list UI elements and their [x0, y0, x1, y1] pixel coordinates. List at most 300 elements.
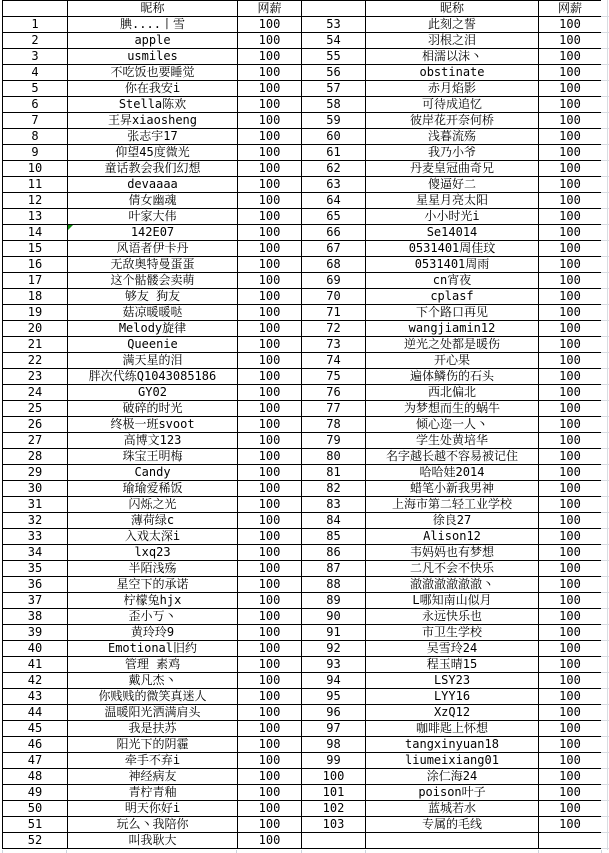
salary-cell[interactable]: 100 [539, 545, 602, 561]
nickname-cell[interactable]: 张志宇17 [68, 129, 238, 145]
nickname-cell[interactable]: 薄荷绿c [68, 513, 238, 529]
nickname-cell[interactable]: 终极一班svoot [68, 417, 238, 433]
nickname-cell[interactable]: 浅暮流殇 [366, 129, 539, 145]
nickname-cell[interactable]: 名字越长越不容易被记住 [366, 449, 539, 465]
nickname-cell[interactable]: 上海市第二轻工业学校 [366, 497, 539, 513]
salary-cell[interactable]: 100 [539, 337, 602, 353]
salary-cell[interactable]: 100 [539, 353, 602, 369]
header-nickname-cell[interactable]: 昵称 [68, 1, 238, 17]
nickname-cell[interactable]: obstinate [366, 65, 539, 81]
row-number-cell[interactable]: 48 [3, 769, 68, 785]
row-number-cell[interactable]: 94 [302, 673, 366, 689]
nickname-cell[interactable]: poison叶子 [366, 785, 539, 801]
nickname-cell[interactable]: 142E07 [68, 225, 238, 241]
salary-cell[interactable]: 100 [238, 545, 302, 561]
row-number-cell[interactable]: 97 [302, 721, 366, 737]
row-number-cell[interactable]: 101 [302, 785, 366, 801]
row-number-cell[interactable]: 19 [3, 305, 68, 321]
nickname-cell[interactable]: 0531401周佳玟 [366, 241, 539, 257]
row-number-cell[interactable]: 89 [302, 593, 366, 609]
salary-cell[interactable]: 100 [539, 225, 602, 241]
salary-cell[interactable]: 100 [539, 561, 602, 577]
row-number-cell[interactable]: 95 [302, 689, 366, 705]
row-number-cell[interactable]: 74 [302, 353, 366, 369]
row-number-cell[interactable]: 56 [302, 65, 366, 81]
salary-cell[interactable]: 100 [238, 241, 302, 257]
salary-cell[interactable]: 100 [238, 513, 302, 529]
salary-cell[interactable]: 100 [238, 561, 302, 577]
salary-cell[interactable]: 100 [238, 449, 302, 465]
row-number-cell[interactable]: 24 [3, 385, 68, 401]
salary-cell[interactable]: 100 [238, 321, 302, 337]
salary-cell[interactable]: 100 [539, 289, 602, 305]
salary-cell[interactable]: 100 [238, 65, 302, 81]
row-number-cell[interactable]: 100 [302, 769, 366, 785]
salary-cell[interactable]: 100 [238, 17, 302, 33]
header-salary-cell[interactable]: 网薪 [539, 1, 602, 17]
row-number-cell[interactable]: 76 [302, 385, 366, 401]
salary-cell[interactable]: 100 [238, 417, 302, 433]
salary-cell[interactable]: 100 [539, 577, 602, 593]
salary-cell[interactable]: 100 [539, 785, 602, 801]
salary-cell[interactable]: 100 [539, 129, 602, 145]
nickname-cell[interactable]: Emotional旧约 [68, 641, 238, 657]
salary-cell[interactable]: 100 [539, 609, 602, 625]
row-number-cell[interactable]: 28 [3, 449, 68, 465]
salary-cell[interactable]: 100 [539, 801, 602, 817]
row-number-cell[interactable]: 18 [3, 289, 68, 305]
nickname-cell[interactable]: 韦妈妈也有梦想 [366, 545, 539, 561]
row-number-cell[interactable]: 68 [302, 257, 366, 273]
row-number-cell[interactable]: 16 [3, 257, 68, 273]
row-number-cell[interactable]: 53 [302, 17, 366, 33]
row-number-cell[interactable]: 60 [302, 129, 366, 145]
row-number-cell[interactable]: 103 [302, 817, 366, 833]
nickname-cell[interactable]: 吴雪玲24 [366, 641, 539, 657]
nickname-cell[interactable]: Se14014 [366, 225, 539, 241]
nickname-cell[interactable]: 明天你好i [68, 801, 238, 817]
row-number-cell[interactable]: 98 [302, 737, 366, 753]
nickname-cell[interactable]: 戴凡杰丶 [68, 673, 238, 689]
row-number-cell[interactable]: 2 [3, 33, 68, 49]
salary-cell[interactable]: 100 [539, 497, 602, 513]
nickname-cell[interactable]: 赤月焰影 [366, 81, 539, 97]
row-number-cell[interactable]: 26 [3, 417, 68, 433]
salary-cell[interactable]: 100 [539, 449, 602, 465]
salary-cell[interactable]: 100 [238, 305, 302, 321]
row-number-cell[interactable]: 12 [3, 193, 68, 209]
salary-cell[interactable]: 100 [539, 721, 602, 737]
row-number-cell[interactable]: 63 [302, 177, 366, 193]
salary-cell[interactable]: 100 [539, 81, 602, 97]
row-number-cell[interactable]: 30 [3, 481, 68, 497]
nickname-cell[interactable]: 蜡笔小新我男神 [366, 481, 539, 497]
row-number-cell[interactable]: 88 [302, 577, 366, 593]
salary-cell[interactable]: 100 [238, 737, 302, 753]
nickname-cell[interactable]: tangxinyuan18 [366, 737, 539, 753]
salary-cell[interactable]: 100 [539, 145, 602, 161]
row-number-cell[interactable]: 11 [3, 177, 68, 193]
row-number-cell[interactable]: 84 [302, 513, 366, 529]
row-number-cell[interactable]: 43 [3, 689, 68, 705]
nickname-cell[interactable]: 够友 狗友 [68, 289, 238, 305]
nickname-cell[interactable]: 你在我安i [68, 81, 238, 97]
salary-cell[interactable]: 100 [238, 33, 302, 49]
salary-cell[interactable]: 100 [238, 785, 302, 801]
salary-cell[interactable]: 100 [238, 641, 302, 657]
row-number-cell[interactable]: 73 [302, 337, 366, 353]
nickname-cell[interactable]: 温暖阳光洒满肩头 [68, 705, 238, 721]
row-number-cell[interactable]: 4 [3, 65, 68, 81]
row-number-cell[interactable]: 17 [3, 273, 68, 289]
row-number-cell[interactable]: 20 [3, 321, 68, 337]
salary-cell[interactable]: 100 [238, 705, 302, 721]
nickname-cell[interactable]: 高博文123 [68, 433, 238, 449]
salary-cell[interactable]: 100 [539, 241, 602, 257]
salary-cell[interactable]: 100 [539, 17, 602, 33]
salary-cell[interactable]: 100 [238, 577, 302, 593]
row-number-cell[interactable]: 91 [302, 625, 366, 641]
nickname-cell[interactable]: 腆....丨雪 [68, 17, 238, 33]
salary-cell[interactable]: 100 [539, 593, 602, 609]
salary-cell[interactable]: 100 [539, 113, 602, 129]
salary-cell[interactable]: 100 [238, 209, 302, 225]
salary-cell[interactable]: 100 [238, 529, 302, 545]
nickname-cell[interactable]: XzQ12 [366, 705, 539, 721]
salary-cell[interactable]: 100 [539, 65, 602, 81]
nickname-cell[interactable]: Stella陈欢 [68, 97, 238, 113]
row-number-cell[interactable]: 22 [3, 353, 68, 369]
nickname-cell[interactable]: 市卫生学校 [366, 625, 539, 641]
salary-cell[interactable]: 100 [238, 769, 302, 785]
row-number-cell[interactable]: 87 [302, 561, 366, 577]
row-number-cell[interactable]: 7 [3, 113, 68, 129]
salary-cell[interactable]: 100 [539, 305, 602, 321]
salary-cell[interactable]: 100 [539, 209, 602, 225]
row-number-cell[interactable]: 14 [3, 225, 68, 241]
nickname-cell[interactable]: Alison12 [366, 529, 539, 545]
nickname-cell[interactable]: 丹麦皇冠曲奇兄 [366, 161, 539, 177]
header-salary-cell[interactable]: 网薪 [238, 1, 302, 17]
row-number-cell[interactable]: 86 [302, 545, 366, 561]
salary-cell[interactable]: 100 [539, 641, 602, 657]
row-number-cell[interactable]: 69 [302, 273, 366, 289]
row-number-cell[interactable]: 1 [3, 17, 68, 33]
nickname-cell[interactable]: 徐良27 [366, 513, 539, 529]
salary-cell[interactable]: 100 [539, 753, 602, 769]
row-number-cell[interactable]: 66 [302, 225, 366, 241]
nickname-cell[interactable]: 珠宝王明梅 [68, 449, 238, 465]
row-number-cell[interactable]: 13 [3, 209, 68, 225]
nickname-cell[interactable]: 学生处黄培华 [366, 433, 539, 449]
row-number-cell[interactable]: 27 [3, 433, 68, 449]
row-number-cell[interactable]: 75 [302, 369, 366, 385]
salary-cell[interactable]: 100 [238, 801, 302, 817]
row-number-cell[interactable]: 65 [302, 209, 366, 225]
salary-cell[interactable]: 100 [238, 465, 302, 481]
row-number-cell[interactable]: 38 [3, 609, 68, 625]
salary-cell[interactable]: 100 [539, 673, 602, 689]
row-number-cell[interactable]: 9 [3, 145, 68, 161]
nickname-cell[interactable]: 我是扶苏 [68, 721, 238, 737]
row-number-cell[interactable]: 6 [3, 97, 68, 113]
nickname-cell[interactable]: 涂仁海24 [366, 769, 539, 785]
row-number-cell[interactable]: 81 [302, 465, 366, 481]
salary-cell[interactable]: 100 [539, 433, 602, 449]
row-number-cell[interactable]: 8 [3, 129, 68, 145]
row-number-cell[interactable]: 96 [302, 705, 366, 721]
salary-cell[interactable]: 100 [238, 369, 302, 385]
header-number-cell[interactable] [302, 1, 366, 17]
row-number-cell[interactable]: 90 [302, 609, 366, 625]
row-number-cell[interactable]: 83 [302, 497, 366, 513]
row-number-cell[interactable]: 32 [3, 513, 68, 529]
nickname-cell[interactable]: 澈澈澈澈澈澈丶 [366, 577, 539, 593]
nickname-cell[interactable]: 闪烁之光 [68, 497, 238, 513]
row-number-cell[interactable]: 36 [3, 577, 68, 593]
salary-cell[interactable]: 100 [238, 97, 302, 113]
row-number-cell[interactable]: 99 [302, 753, 366, 769]
nickname-cell[interactable]: 菇凉暖暖哒 [68, 305, 238, 321]
row-number-cell[interactable]: 42 [3, 673, 68, 689]
row-number-cell[interactable]: 46 [3, 737, 68, 753]
row-number-cell[interactable]: 59 [302, 113, 366, 129]
nickname-cell[interactable]: L哪知南山似月 [366, 593, 539, 609]
row-number-cell[interactable]: 92 [302, 641, 366, 657]
row-number-cell[interactable]: 64 [302, 193, 366, 209]
nickname-cell[interactable]: 下个路口再见 [366, 305, 539, 321]
row-number-cell[interactable]: 78 [302, 417, 366, 433]
salary-cell[interactable]: 100 [238, 289, 302, 305]
row-number-cell[interactable]: 51 [3, 817, 68, 833]
nickname-cell[interactable]: 青柠青釉 [68, 785, 238, 801]
nickname-cell[interactable]: 仰望45度微光 [68, 145, 238, 161]
row-number-cell[interactable]: 54 [302, 33, 366, 49]
salary-cell[interactable]: 100 [539, 657, 602, 673]
salary-cell[interactable]: 100 [539, 513, 602, 529]
header-number-cell[interactable] [3, 1, 68, 17]
nickname-cell[interactable]: 叫我耿大 [68, 833, 238, 849]
nickname-cell[interactable]: 瑜瑜爱稀饭 [68, 481, 238, 497]
row-number-cell[interactable]: 102 [302, 801, 366, 817]
salary-cell[interactable]: 100 [238, 49, 302, 65]
salary-cell[interactable]: 100 [238, 401, 302, 417]
nickname-cell[interactable]: 牵手不弃i [68, 753, 238, 769]
nickname-cell[interactable]: 满天星的泪 [68, 353, 238, 369]
salary-cell[interactable]: 100 [539, 529, 602, 545]
nickname-cell[interactable]: liumeixiang01 [366, 753, 539, 769]
salary-cell[interactable]: 100 [539, 465, 602, 481]
salary-cell[interactable]: 100 [539, 817, 602, 833]
row-number-cell[interactable]: 52 [3, 833, 68, 849]
row-number-cell[interactable]: 47 [3, 753, 68, 769]
row-number-cell[interactable]: 50 [3, 801, 68, 817]
salary-cell[interactable]: 100 [238, 193, 302, 209]
nickname-cell[interactable]: Melody旋律 [68, 321, 238, 337]
nickname-cell[interactable]: 风语者伊卡丹 [68, 241, 238, 257]
row-number-cell[interactable]: 34 [3, 545, 68, 561]
row-number-cell[interactable]: 80 [302, 449, 366, 465]
nickname-cell[interactable]: Candy [68, 465, 238, 481]
salary-cell[interactable]: 100 [238, 161, 302, 177]
nickname-cell[interactable]: 叶家大伟 [68, 209, 238, 225]
salary-cell[interactable]: 100 [238, 433, 302, 449]
salary-cell[interactable]: 100 [238, 353, 302, 369]
row-number-cell[interactable]: 23 [3, 369, 68, 385]
nickname-cell[interactable]: 小小时光i [366, 209, 539, 225]
salary-cell[interactable]: 100 [238, 721, 302, 737]
row-number-cell[interactable]: 62 [302, 161, 366, 177]
salary-cell[interactable]: 100 [238, 673, 302, 689]
nickname-cell[interactable]: 蓝城若水 [366, 801, 539, 817]
salary-cell[interactable]: 100 [539, 161, 602, 177]
header-nickname-cell[interactable]: 昵称 [366, 1, 539, 17]
row-number-cell[interactable]: 82 [302, 481, 366, 497]
nickname-cell[interactable]: 你贱贱的微笑真迷人 [68, 689, 238, 705]
nickname-cell[interactable]: 星空下的承诺 [68, 577, 238, 593]
salary-cell[interactable]: 100 [238, 593, 302, 609]
row-number-cell[interactable]: 58 [302, 97, 366, 113]
salary-cell[interactable]: 100 [539, 401, 602, 417]
nickname-cell[interactable]: 专属的毛线 [366, 817, 539, 833]
nickname-cell[interactable]: 倾心迩一人丶 [366, 417, 539, 433]
row-number-cell[interactable]: 93 [302, 657, 366, 673]
nickname-cell[interactable]: 相濡以沫丶 [366, 49, 539, 65]
salary-cell[interactable]: 100 [539, 193, 602, 209]
nickname-cell[interactable]: Queenie [68, 337, 238, 353]
row-number-cell[interactable]: 21 [3, 337, 68, 353]
row-number-cell[interactable]: 44 [3, 705, 68, 721]
nickname-cell[interactable]: 神经病友 [68, 769, 238, 785]
row-number-cell[interactable]: 57 [302, 81, 366, 97]
nickname-cell[interactable]: 破碎的时光 [68, 401, 238, 417]
salary-cell[interactable]: 100 [238, 689, 302, 705]
salary-cell[interactable]: 100 [238, 753, 302, 769]
row-number-cell[interactable]: 15 [3, 241, 68, 257]
row-number-cell[interactable]: 37 [3, 593, 68, 609]
salary-cell[interactable]: 100 [238, 625, 302, 641]
nickname-cell[interactable]: 傻逼好二 [366, 177, 539, 193]
row-number-cell[interactable]: 31 [3, 497, 68, 513]
nickname-cell[interactable]: 星星月亮太阳 [366, 193, 539, 209]
row-number-cell[interactable]: 25 [3, 401, 68, 417]
nickname-cell[interactable]: 彼岸花开奈何桥 [366, 113, 539, 129]
salary-cell[interactable]: 100 [238, 497, 302, 513]
salary-cell[interactable]: 100 [238, 129, 302, 145]
nickname-cell[interactable]: 咖啡匙上怀想 [366, 721, 539, 737]
salary-cell[interactable]: 100 [539, 769, 602, 785]
row-number-cell[interactable]: 71 [302, 305, 366, 321]
salary-cell[interactable]: 100 [539, 481, 602, 497]
nickname-cell[interactable]: 我乃小爷 [366, 145, 539, 161]
nickname-cell[interactable]: 入戏太深i [68, 529, 238, 545]
nickname-cell[interactable]: 这个骷髅会卖萌 [68, 273, 238, 289]
row-number-cell[interactable]: 79 [302, 433, 366, 449]
salary-cell[interactable]: 100 [539, 369, 602, 385]
salary-cell[interactable]: 100 [238, 113, 302, 129]
row-number-cell[interactable]: 61 [302, 145, 366, 161]
nickname-cell[interactable]: 可待成追忆 [366, 97, 539, 113]
salary-cell[interactable]: 100 [539, 737, 602, 753]
salary-cell[interactable]: 100 [539, 257, 602, 273]
nickname-cell[interactable]: 永远快乐也 [366, 609, 539, 625]
row-number-cell[interactable]: 70 [302, 289, 366, 305]
nickname-cell[interactable]: 玩么丶我陪你 [68, 817, 238, 833]
nickname-cell[interactable]: 遍体鳞伤的石头 [366, 369, 539, 385]
row-number-cell[interactable]: 39 [3, 625, 68, 641]
nickname-cell[interactable]: 柠檬兔hjx [68, 593, 238, 609]
salary-cell[interactable]: 100 [539, 625, 602, 641]
salary-cell[interactable]: 100 [539, 385, 602, 401]
salary-cell[interactable]: 100 [238, 609, 302, 625]
salary-cell[interactable]: 100 [238, 225, 302, 241]
row-number-cell[interactable]: 77 [302, 401, 366, 417]
nickname-cell[interactable]: cn宵夜 [366, 273, 539, 289]
row-number-cell[interactable]: 40 [3, 641, 68, 657]
salary-cell[interactable]: 100 [539, 417, 602, 433]
row-number-cell[interactable] [302, 833, 366, 849]
row-number-cell[interactable]: 10 [3, 161, 68, 177]
row-number-cell[interactable]: 35 [3, 561, 68, 577]
nickname-cell[interactable]: 王昇xiaosheng [68, 113, 238, 129]
row-number-cell[interactable]: 41 [3, 657, 68, 673]
nickname-cell[interactable]: 西北偏北 [366, 385, 539, 401]
nickname-cell[interactable]: 开心果 [366, 353, 539, 369]
salary-cell[interactable]: 100 [539, 273, 602, 289]
nickname-cell[interactable]: 二凡不会不快乐 [366, 561, 539, 577]
nickname-cell[interactable]: LSY23 [366, 673, 539, 689]
salary-cell[interactable]: 100 [539, 705, 602, 721]
salary-cell[interactable]: 100 [238, 177, 302, 193]
row-number-cell[interactable]: 33 [3, 529, 68, 545]
nickname-cell[interactable]: devaaaa [68, 177, 238, 193]
row-number-cell[interactable]: 67 [302, 241, 366, 257]
row-number-cell[interactable]: 55 [302, 49, 366, 65]
nickname-cell[interactable]: 无敌奥特曼蛋蛋 [68, 257, 238, 273]
salary-cell[interactable]: 100 [238, 817, 302, 833]
nickname-cell[interactable]: 黄玲玲9 [68, 625, 238, 641]
nickname-cell[interactable]: 羽根之泪 [366, 33, 539, 49]
nickname-cell[interactable]: 哈哈娃2014 [366, 465, 539, 481]
salary-cell[interactable]: 100 [539, 689, 602, 705]
nickname-cell[interactable]: 程玉晴15 [366, 657, 539, 673]
salary-cell[interactable]: 100 [539, 321, 602, 337]
salary-cell[interactable]: 100 [238, 257, 302, 273]
salary-cell[interactable]: 100 [238, 385, 302, 401]
nickname-cell[interactable]: 此刻之誓 [366, 17, 539, 33]
nickname-cell[interactable]: 0531401周雨 [366, 257, 539, 273]
nickname-cell[interactable]: 倩女幽魂 [68, 193, 238, 209]
nickname-cell[interactable]: 胖次代练Q1043085186 [68, 369, 238, 385]
nickname-cell[interactable]: 阳光下的阴霾 [68, 737, 238, 753]
salary-cell[interactable]: 100 [238, 337, 302, 353]
nickname-cell[interactable]: 歪小丂丶 [68, 609, 238, 625]
nickname-cell[interactable]: GY02 [68, 385, 238, 401]
salary-cell[interactable]: 100 [539, 33, 602, 49]
nickname-cell[interactable]: 逆光之处都是暖伤 [366, 337, 539, 353]
nickname-cell[interactable]: 为梦想而生的蜗牛 [366, 401, 539, 417]
row-number-cell[interactable]: 85 [302, 529, 366, 545]
salary-cell[interactable] [539, 833, 602, 849]
salary-cell[interactable]: 100 [238, 145, 302, 161]
salary-cell[interactable]: 100 [539, 97, 602, 113]
salary-cell[interactable]: 100 [238, 273, 302, 289]
salary-cell[interactable]: 100 [539, 49, 602, 65]
salary-cell[interactable]: 100 [539, 177, 602, 193]
nickname-cell[interactable]: lxq23 [68, 545, 238, 561]
nickname-cell[interactable]: 管理 素鸡 [68, 657, 238, 673]
row-number-cell[interactable]: 29 [3, 465, 68, 481]
